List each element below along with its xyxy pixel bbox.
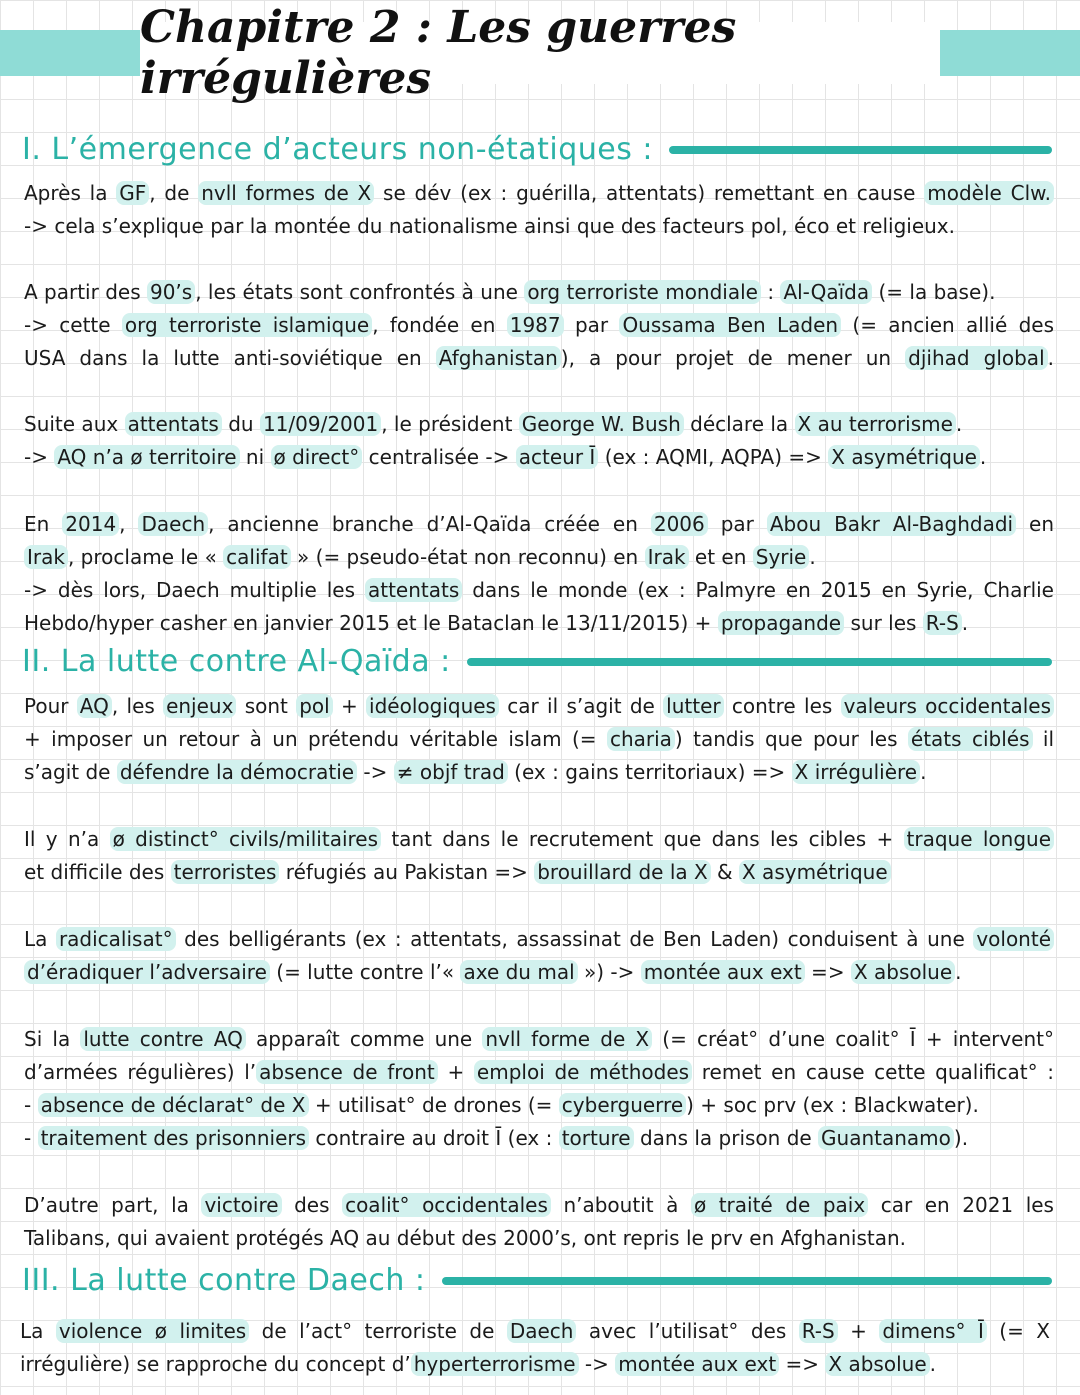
- text-segment: , ancienne branche d’Al-Qaïda créée en: [208, 512, 651, 536]
- text-segment: par: [707, 512, 767, 536]
- highlighted-term: ø direct°: [271, 445, 363, 469]
- highlighted-term: hyperterrorisme: [411, 1352, 579, 1376]
- highlighted-term: 2006: [651, 512, 708, 536]
- text-segment: sur les: [844, 611, 923, 635]
- text-segment: et difficile des: [24, 860, 171, 884]
- highlighted-term: Afghanistan: [436, 346, 561, 370]
- highlighted-term: radicalisat°: [56, 927, 176, 951]
- section-1-underline: [669, 146, 1052, 154]
- text-line: [24, 441, 1054, 474]
- text-segment: , fondée en: [372, 313, 507, 337]
- text-segment: , de: [149, 181, 199, 205]
- text-segment: Suite aux: [24, 412, 125, 436]
- text-segment: » (= pseudo-état non reconnu) en: [290, 545, 645, 569]
- highlighted-term: Oussama Ben Laden: [619, 313, 841, 337]
- highlighted-term: lutter: [663, 694, 723, 718]
- text-segment: (= créat° d’une coalit° Ī + intervent°: [652, 1027, 1055, 1051]
- text-segment: (= lutte contre l’«: [269, 960, 461, 984]
- paragraph-4: [24, 508, 1054, 640]
- text-segment: dans le monde (ex : Palmyre en 2015 en Syrie, Charlie: [462, 578, 1054, 602]
- text-segment: ,: [119, 512, 139, 536]
- text-line: [24, 1189, 1054, 1222]
- text-line: [24, 408, 1054, 441]
- highlighted-term: charia: [607, 727, 675, 751]
- paragraph-9: [24, 1189, 1054, 1255]
- highlighted-term: califat: [223, 545, 291, 569]
- text-segment: dans la prison de: [633, 1126, 819, 1150]
- text-segment: s’agit de: [24, 760, 117, 784]
- highlighted-term: défendre la démocratie: [117, 760, 357, 784]
- text-segment: .: [929, 1352, 936, 1376]
- text-line: [24, 1089, 1054, 1122]
- text-segment: remet en cause cette qualificat° :: [692, 1060, 1055, 1084]
- highlighted-term: modèle Clw.: [924, 181, 1054, 205]
- text-segment: car en 2021 les: [868, 1193, 1054, 1217]
- text-segment: USA dans la lutte anti-soviétique en: [24, 346, 436, 370]
- text-line: [24, 1122, 1054, 1155]
- text-segment: -> cela s’explique par la montée du nationalisme ainsi que des facteurs pol, éco et religieux.: [24, 214, 955, 238]
- highlighted-term: axe du mal: [460, 960, 577, 984]
- highlighted-term: Irak: [645, 545, 689, 569]
- text-line: [24, 1222, 1054, 1255]
- paragraph-10: [20, 1315, 1050, 1381]
- text-segment: .: [961, 611, 969, 635]
- highlighted-term: Daech: [138, 512, 208, 536]
- section-2-heading: [22, 644, 1062, 679]
- text-segment: centralisée ->: [362, 445, 516, 469]
- paragraph-7: [24, 923, 1054, 989]
- highlighted-term: X asymétrique: [828, 445, 980, 469]
- highlighted-term: R-S: [799, 1319, 838, 1343]
- text-segment: car il s’agit de: [498, 694, 664, 718]
- highlighted-term: X au terrorisme: [795, 412, 956, 436]
- highlighted-term: absence de déclarat° de X: [38, 1093, 309, 1117]
- section-3-underline: [442, 1277, 1052, 1285]
- text-segment: d’armées régulières) l’: [24, 1060, 257, 1084]
- highlighted-term: enjeux: [163, 694, 236, 718]
- text-line: [24, 276, 1054, 309]
- text-segment: contre les: [723, 694, 841, 718]
- text-segment: ->: [24, 445, 55, 469]
- highlighted-term: traque longue: [904, 827, 1054, 851]
- highlighted-term: X asymétrique: [739, 860, 891, 884]
- highlighted-term: 11/09/2001: [260, 412, 381, 436]
- text-segment: apparaît comme une: [245, 1027, 483, 1051]
- text-segment: :: [760, 280, 781, 304]
- text-segment: (ex : AQMI, AQPA) =>: [598, 445, 829, 469]
- text-segment: contraire au droit Ī (ex :: [309, 1126, 559, 1150]
- text-segment: en: [1016, 512, 1055, 536]
- text-line: [24, 756, 1054, 789]
- section-3-heading: [22, 1263, 1062, 1298]
- text-segment: ) + soc prv (ex : Blackwater).: [686, 1093, 979, 1117]
- text-segment: -: [24, 1093, 38, 1117]
- text-segment: du: [221, 412, 260, 436]
- text-segment: (= la base).: [872, 280, 996, 304]
- text-line: [24, 1023, 1054, 1056]
- text-line: [20, 1348, 1050, 1381]
- text-segment: =>: [779, 1352, 826, 1376]
- text-segment: , proclame le «: [67, 545, 224, 569]
- highlighted-term: ø distinct° civils/militaires: [110, 827, 381, 851]
- text-segment: -> dès lors, Daech multiplie les: [24, 578, 365, 602]
- text-segment: +: [332, 694, 367, 718]
- text-line: [24, 342, 1054, 375]
- paragraph-6: [24, 823, 1054, 889]
- highlighted-term: volonté: [973, 927, 1054, 951]
- highlighted-term: GF: [116, 181, 149, 205]
- section-1-heading: [22, 132, 1062, 167]
- highlighted-term: Irak: [24, 545, 68, 569]
- text-segment: Hebdo/hyper casher en janvier 2015 et le Bataclan le 13/11/2015) +: [24, 611, 718, 635]
- text-segment: La: [20, 1319, 56, 1343]
- title-box: [140, 2, 940, 104]
- text-segment: Il y n’a: [24, 827, 110, 851]
- text-segment: ni: [239, 445, 271, 469]
- section-1-title: I. L’émergence d’acteurs non-étatiques :: [22, 132, 654, 167]
- text-line: [24, 1056, 1054, 1089]
- text-segment: réfugiés au Pakistan =>: [279, 860, 535, 884]
- paragraph-5: [24, 690, 1054, 789]
- highlighted-term: lutte contre AQ: [80, 1027, 245, 1051]
- highlighted-term: 1987: [507, 313, 564, 337]
- highlighted-term: George W. Bush: [519, 412, 684, 436]
- text-segment: + utilisat° de drones (=: [308, 1093, 559, 1117]
- highlighted-term: 90’s: [147, 280, 195, 304]
- paragraph-1: [24, 177, 1054, 243]
- highlighted-term: 2014: [62, 512, 119, 536]
- highlighted-term: nvll forme de X: [482, 1027, 652, 1051]
- text-segment: .: [955, 412, 963, 436]
- highlighted-term: org terroriste islamique: [122, 313, 372, 337]
- text-segment: (= ancien allié des: [841, 313, 1055, 337]
- text-segment: tant dans le recrutement que dans les cibles +: [381, 827, 904, 851]
- text-line: [24, 723, 1054, 756]
- highlighted-term: cyberguerre: [559, 1093, 686, 1117]
- text-line: [24, 574, 1054, 607]
- text-line: [24, 210, 1054, 243]
- highlighted-term: Syrie: [753, 545, 810, 569]
- text-segment: Talibans, qui avaient protégés AQ au début des 2000’s, ont repris le prv en Afghanistan.: [24, 1226, 907, 1250]
- highlighted-term: montée aux ext: [615, 1352, 779, 1376]
- section-2-underline: [467, 658, 1052, 666]
- text-segment: de l’act° terroriste de: [249, 1319, 507, 1343]
- highlighted-term: ≠ objf trad: [394, 760, 508, 784]
- text-segment: déclare la: [683, 412, 795, 436]
- text-line: [24, 823, 1054, 856]
- text-line: [24, 690, 1054, 723]
- text-segment: -: [24, 1126, 38, 1150]
- text-segment: .: [920, 760, 927, 784]
- highlighted-term: attentats: [125, 412, 222, 436]
- text-segment: + imposer un retour à un prétendu véritable islam (=: [24, 727, 607, 751]
- highlighted-term: traitement des prisonniers: [38, 1126, 309, 1150]
- highlighted-term: d’éradiquer l’adversaire: [24, 960, 270, 984]
- text-line: [24, 956, 1054, 989]
- text-segment: ») ->: [577, 960, 641, 984]
- page-title: Chapitre 2 : Les guerres irrégulières: [140, 2, 737, 104]
- highlighted-term: brouillard de la X: [534, 860, 710, 884]
- text-segment: Pour: [24, 694, 77, 718]
- text-line: [24, 856, 1054, 889]
- highlighted-term: propagande: [718, 611, 844, 635]
- section-3-title: III. La lutte contre Daech :: [22, 1263, 426, 1298]
- highlighted-term: AQ n’a ø territoire: [54, 445, 239, 469]
- highlighted-term: Guantanamo: [818, 1126, 954, 1150]
- text-segment: .: [979, 445, 987, 469]
- text-segment: (= X: [986, 1319, 1051, 1343]
- text-segment: +: [437, 1060, 474, 1084]
- highlighted-term: Daech: [507, 1319, 577, 1343]
- text-segment: avec l’utilisat° des: [576, 1319, 799, 1343]
- text-segment: , les états sont confrontés à une: [195, 280, 525, 304]
- text-segment: il: [1032, 727, 1055, 751]
- highlighted-term: idéologiques: [366, 694, 499, 718]
- text-segment: .: [809, 545, 816, 569]
- text-segment: .: [955, 960, 962, 984]
- text-segment: =>: [804, 960, 851, 984]
- highlighted-term: coalit° occidentales: [342, 1193, 551, 1217]
- highlighted-term: X absolue: [851, 960, 955, 984]
- text-segment: , les: [111, 694, 164, 718]
- highlighted-term: absence de front: [256, 1060, 438, 1084]
- text-segment: n’aboutit à: [550, 1193, 691, 1217]
- text-segment: par: [563, 313, 620, 337]
- text-segment: ) tandis que pour les: [674, 727, 908, 751]
- paragraph-3: [24, 408, 1054, 474]
- highlighted-term: victoire: [201, 1193, 281, 1217]
- text-segment: se dév (ex : guérilla, attentats) remettant en cause: [374, 181, 925, 205]
- text-line: [24, 177, 1054, 210]
- highlighted-term: valeurs occidentales: [841, 694, 1054, 718]
- highlighted-term: Abou Bakr Al-Baghdadi: [767, 512, 1016, 536]
- highlighted-term: AQ: [77, 694, 112, 718]
- text-segment: En: [24, 512, 63, 536]
- highlighted-term: emploi de méthodes: [474, 1060, 692, 1084]
- text-line: [24, 309, 1054, 342]
- section-2-title: II. La lutte contre Al-Qaïda :: [22, 644, 451, 679]
- highlighted-term: violence ø limites: [56, 1319, 249, 1343]
- text-segment: des: [281, 1193, 343, 1217]
- highlighted-term: djihad global: [905, 346, 1047, 370]
- text-segment: ).: [953, 1126, 969, 1150]
- highlighted-term: montée aux ext: [641, 960, 805, 984]
- text-segment: .: [1047, 346, 1054, 370]
- text-segment: , le président: [381, 412, 519, 436]
- text-line: [24, 923, 1054, 956]
- text-segment: Après la: [24, 181, 117, 205]
- text-segment: ->: [578, 1352, 616, 1376]
- paragraph-8: [24, 1023, 1054, 1155]
- text-segment: A partir des: [24, 280, 147, 304]
- text-segment: &: [710, 860, 739, 884]
- text-segment: irrégulière) se rapproche du concept d’: [20, 1352, 411, 1376]
- highlighted-term: Al-Qaïda: [780, 280, 872, 304]
- text-segment: +: [837, 1319, 880, 1343]
- text-segment: (ex : gains territoriaux) =>: [507, 760, 792, 784]
- paragraph-2: [24, 276, 1054, 375]
- highlighted-term: pol: [296, 694, 333, 718]
- text-segment: D’autre part, la: [24, 1193, 202, 1217]
- text-segment: ->: [357, 760, 394, 784]
- highlighted-term: acteur Ī: [516, 445, 599, 469]
- text-segment: et en: [688, 545, 753, 569]
- text-line: [24, 541, 1054, 574]
- text-line: [24, 508, 1054, 541]
- text-segment: La: [24, 927, 56, 951]
- highlighted-term: terroristes: [171, 860, 280, 884]
- highlighted-term: X irrégulière: [792, 760, 920, 784]
- text-segment: ), a pour projet de mener un: [560, 346, 906, 370]
- text-line: [24, 607, 1054, 640]
- highlighted-term: X absolue: [825, 1352, 929, 1376]
- highlighted-term: dimens° Ī: [879, 1319, 986, 1343]
- highlighted-term: torture: [559, 1126, 634, 1150]
- highlighted-term: attentats: [365, 578, 462, 602]
- highlighted-term: ø traité de paix: [691, 1193, 868, 1217]
- text-segment: des belligérants (ex : attentats, assassinat de Ben Laden) conduisent à une: [175, 927, 974, 951]
- text-line: [20, 1315, 1050, 1348]
- highlighted-term: org terroriste mondiale: [524, 280, 761, 304]
- highlighted-term: R-S: [923, 611, 962, 635]
- text-segment: Si la: [24, 1027, 81, 1051]
- text-segment: -> cette: [24, 313, 122, 337]
- highlighted-term: états ciblés: [908, 727, 1033, 751]
- highlighted-term: nvll formes de X: [198, 181, 374, 205]
- text-segment: sont: [236, 694, 297, 718]
